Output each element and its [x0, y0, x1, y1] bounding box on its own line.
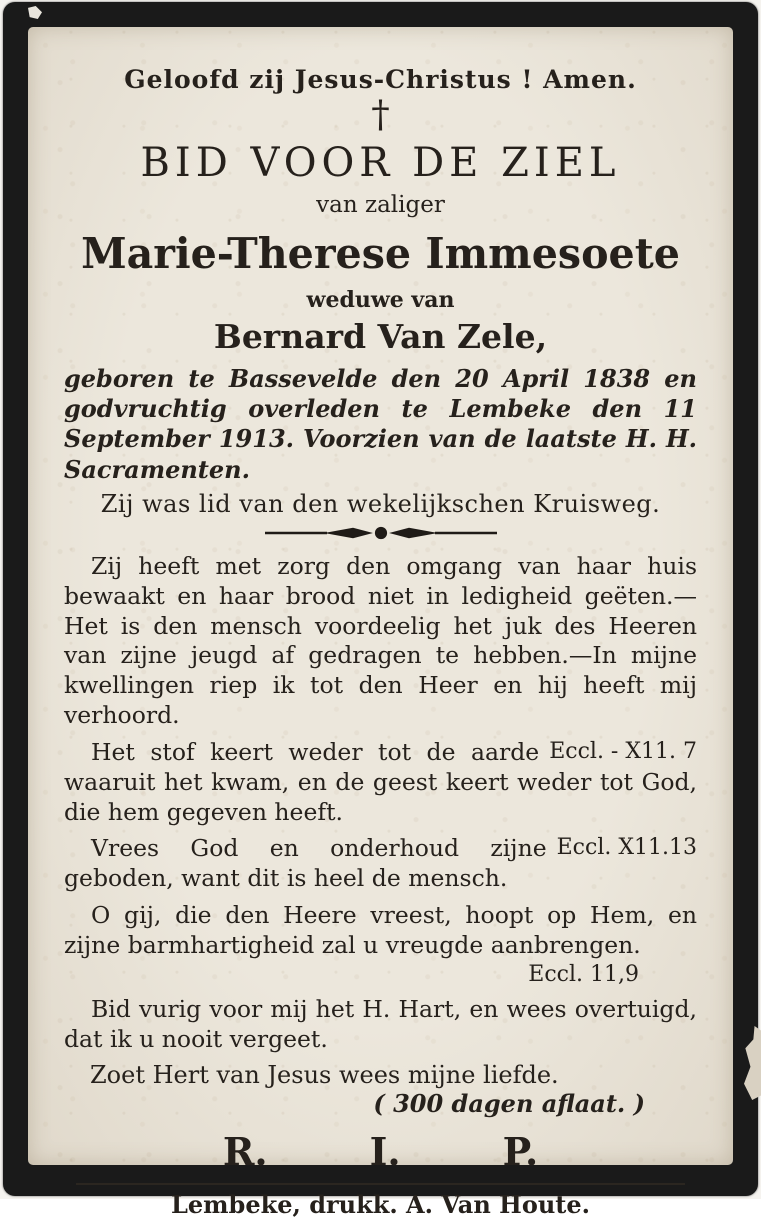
body-paragraph — [64, 995, 697, 1055]
rip-line — [64, 1129, 697, 1174]
paragraph-text: Zij heeft met zorg den omgang van haar huis bewaakt en haar brood niet in ledigheid geëten.— Het is den mensch voordeelig het juk des Heeren van zijne jeugd af gedragen te hebben.—In mijne kwellingen riep ik tot den Heer en hij heeft mij verhoord. — [64, 551, 697, 730]
spouse-name: Bernard Van Zele, — [213, 316, 548, 356]
relation-label: weduwe van — [306, 286, 455, 313]
membership-line: Zij was lid van den wekelijkschen Kruisweg. — [100, 489, 661, 518]
rip-letter-i: I. — [369, 1128, 401, 1174]
scripture-reference: Eccl. X11.13 — [556, 835, 697, 861]
rip-letter-r: R. — [222, 1128, 268, 1174]
devotion-line: Zoet Hert van Jesus wees mijne liefde. — [90, 1060, 559, 1089]
footer-rule — [76, 1183, 685, 1185]
paragraph-text: Het stof keert weder tot de aarde waaruit het kwam, en de geest keert weder tot God, die hem gegeven heeft. — [64, 737, 697, 826]
invocation-line: Geloofd zij Jesus-Christus ! Amen. — [124, 65, 637, 94]
card-paper — [28, 27, 733, 1219]
indulgence-note: ( 300 dagen aflaat. ) — [373, 1088, 645, 1118]
deceased-name: Marie-Therese Immesoete — [81, 228, 680, 278]
biography-text: geboren te Bassevelde den 20 April 1838 en godvruchtig overleden te Lembeke den 11 September 1913. Voorzien van de laatste H. H. Sacramenten. — [64, 363, 697, 484]
scripture-reference: Eccl. 11,9 — [528, 961, 639, 987]
body-paragraph — [64, 834, 697, 894]
rip-letter-p: P. — [502, 1128, 539, 1174]
printer-imprint: Lembeke, drukk. A. Van Houte. — [171, 1189, 590, 1219]
paragraph-text: Bid vurig voor mij het H. Hart, en wees overtuigd, dat ik u nooit vergeet. — [64, 995, 697, 1054]
body-paragraph — [64, 552, 697, 731]
body-paragraph — [64, 738, 697, 828]
page-title: BID VOOR DE ZIEL — [140, 139, 621, 186]
card-content — [28, 27, 733, 1225]
paragraph-text: O gij, die den Heere vreest, hoopt op Hem, en zijne barmhartigheid zal u vreugde aanbrengen. — [64, 901, 697, 959]
body-paragraph — [64, 901, 697, 961]
scripture-reference: Eccl. - X11. 7 — [549, 738, 697, 764]
cross-icon: † — [371, 93, 390, 136]
card-black-frame — [3, 2, 758, 1219]
divider-ornament-icon — [64, 525, 697, 541]
subtitle-van-zaliger: van zaliger — [316, 191, 445, 218]
paragraph-text: Vrees God en onderhoud zijne geboden, want dit is heel de mensch. — [64, 834, 547, 893]
